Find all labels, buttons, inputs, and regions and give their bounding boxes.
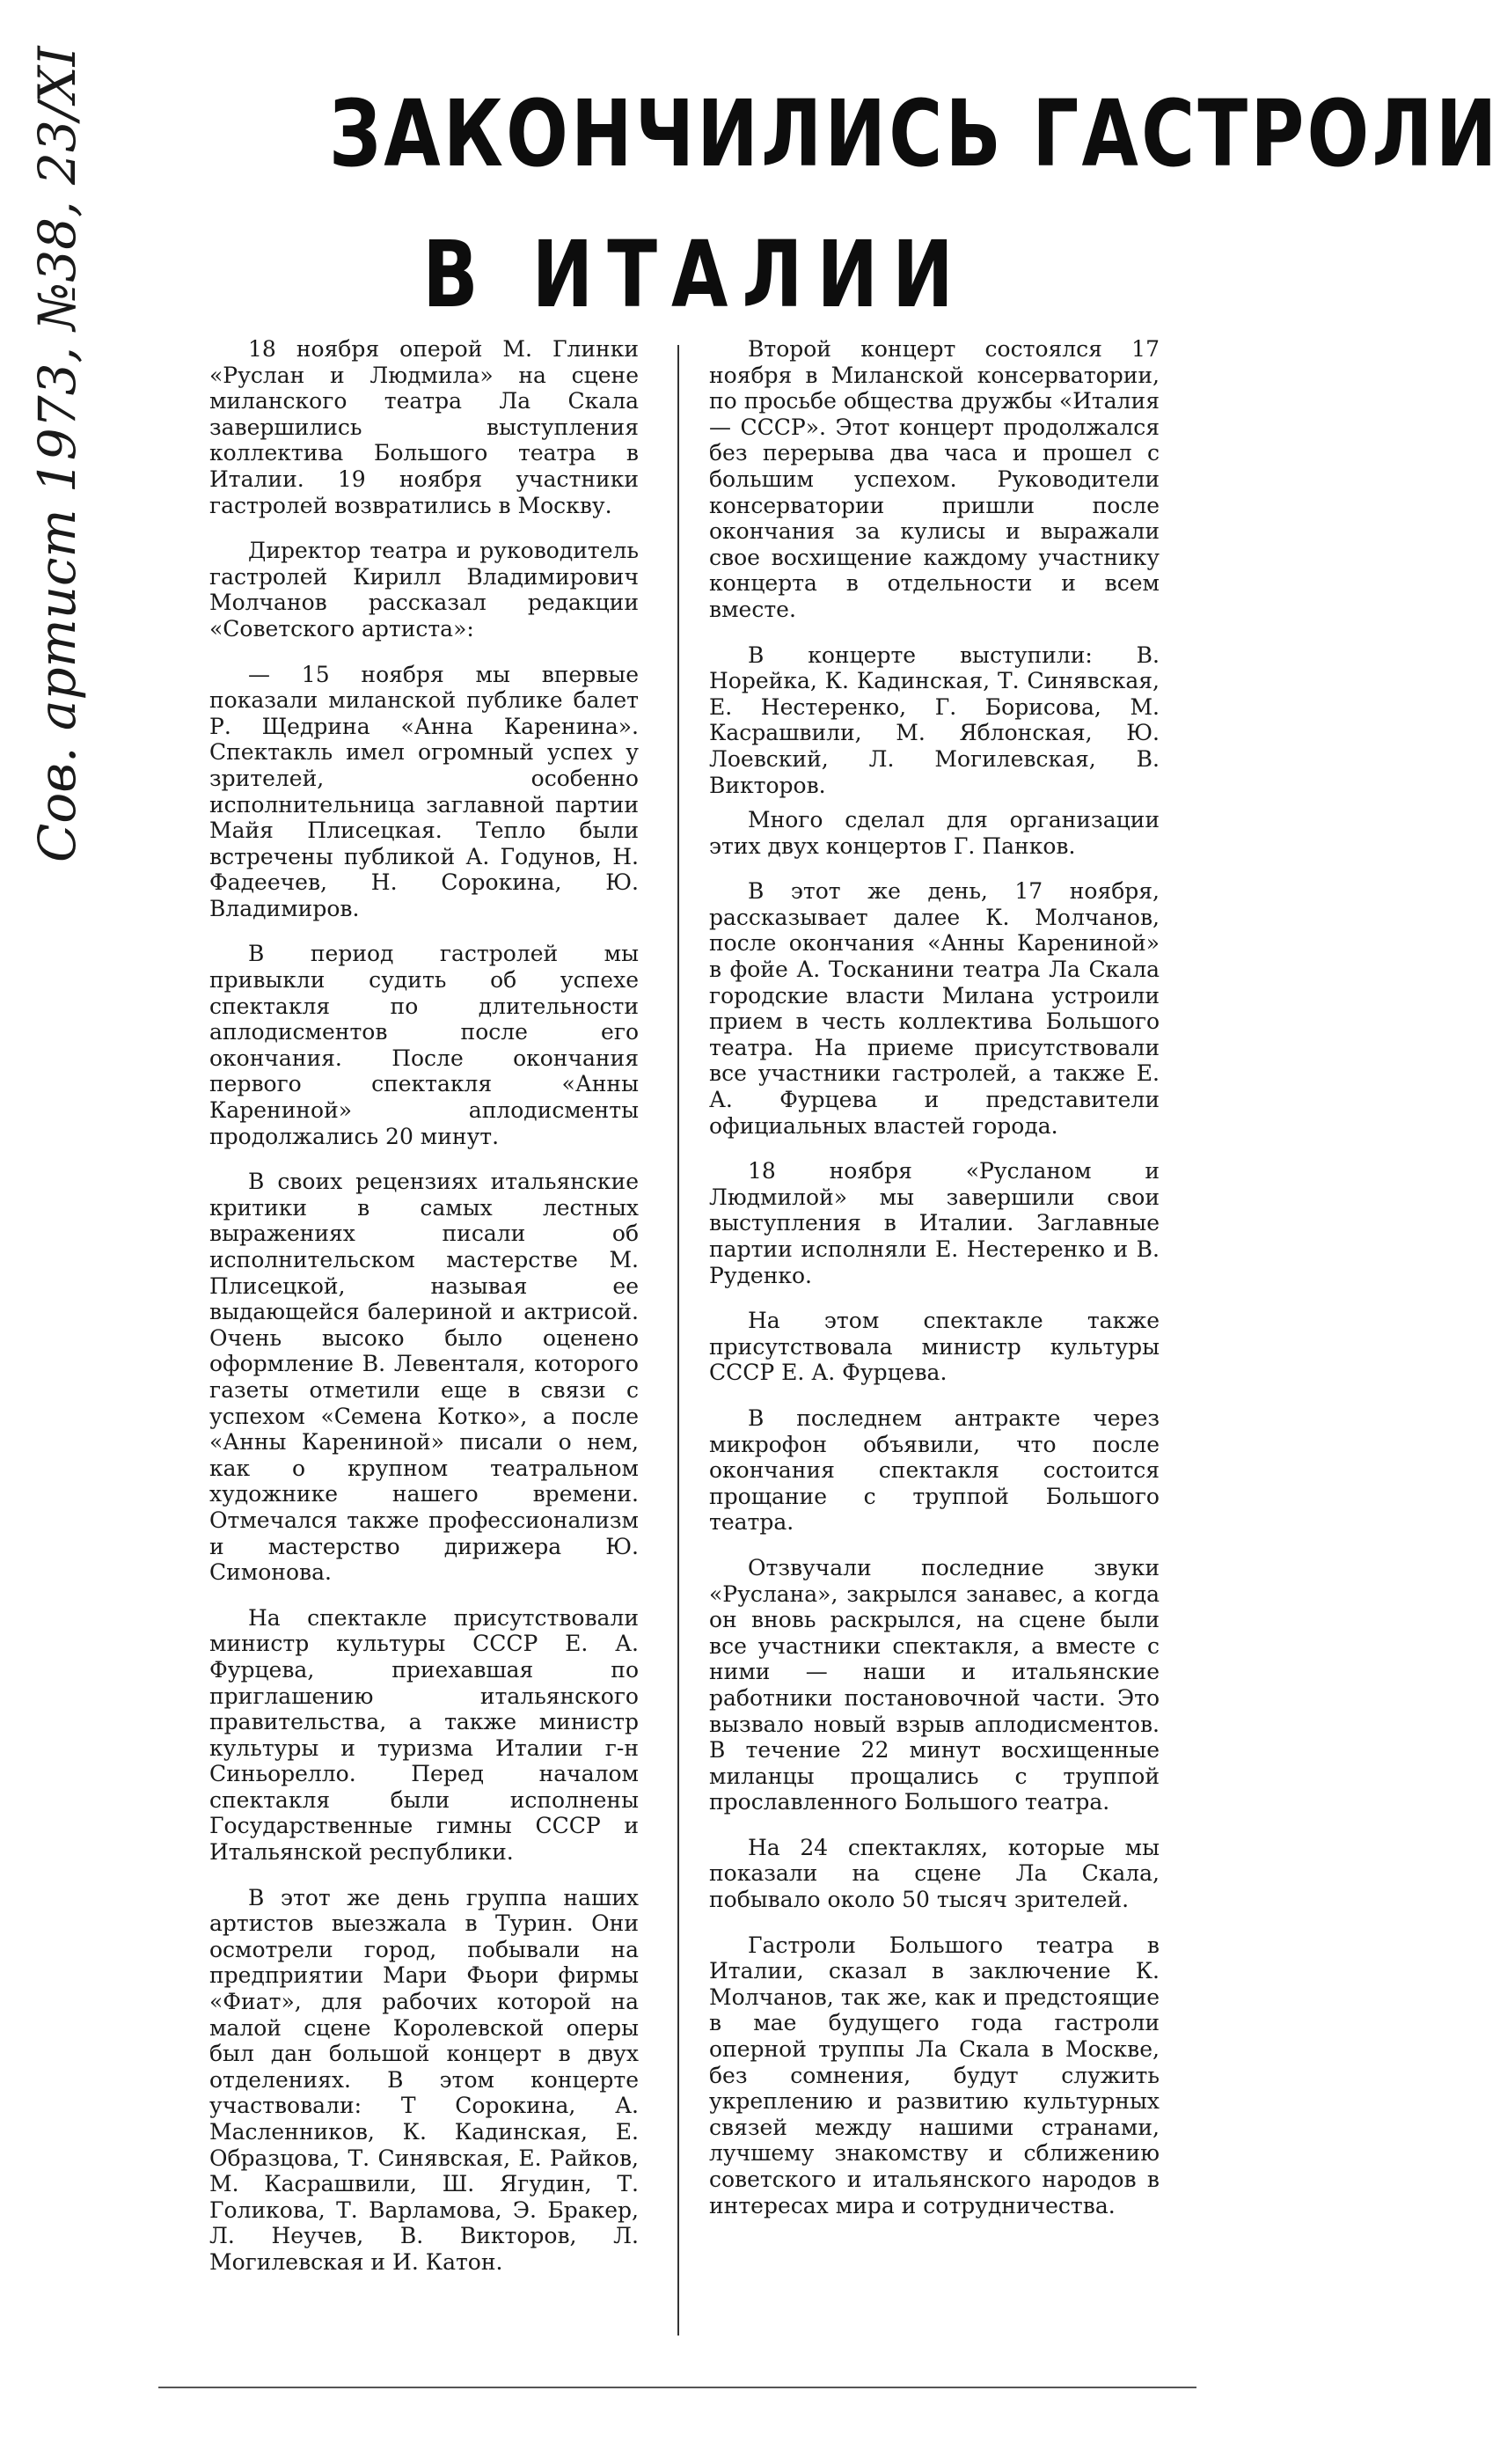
paragraph: 18 ноября оперой М. Глинки «Руслан и Людмила» на сцене миланского театра Ла Скала завершились выступления коллектива Большого театра в Италии. 19 ноября участники гастролей возвратились в Москву. — [209, 336, 639, 518]
paragraph: На 24 спектаклях, которые мы показали на сцене Ла Скала, побывало около 50 тысяч зрителей. — [709, 1834, 1160, 1913]
paragraph: В своих рецензиях итальянские критики в самых лестных выражениях писали об исполнительском мастерстве М. Плисецкой, называя ее выдающейся балериной и актрисой. Очень высоко было оценено оформление В. Левенталя, которого газеты отметили еще в связи с успехом «Семена Котко», а после «Анны Карениной» писали о нем, как о крупном театральном художнике нашего времени. Отмечался также профессионализм и мастерство дирижера Ю. Симонова. — [209, 1169, 639, 1586]
column-divider — [677, 345, 679, 2336]
paragraph: В последнем антракте через микрофон объявили, что после окончания спектакля состоится прощание с труппой Большого театра. — [709, 1404, 1160, 1536]
paragraph: На спектакле присутствовали министр культуры СССР Е. А. Фурцева, приехавшая по приглашению итальянского правительства, а также министр культуры и туризма Италии г-н Синьорелло. Перед началом спектакля были исполнены Государственные гимны СССР и Итальянской республики. — [209, 1604, 639, 1866]
headline-line-1: ЗАКОНЧИЛИСЬ ГАСТРОЛИ — [329, 80, 1500, 187]
right-column — [709, 336, 1160, 2238]
paragraph: Второй концерт состоялся 17 ноября в Миланской консерватории, по просьбе общества дружбы «Италия — СССР». Этот концерт продолжался без перерыва два часа и прошел с большим успехом. Руководители консерватории пришли после окончания за кулисы и выражали свое восхищение каждому участнику концерта в отдельности и всем вместе. — [709, 336, 1160, 622]
paragraph: В этот же день группа наших артистов выезжала в Турин. Они осмотрели город, побывали на предприятии Мари Фьори фирмы «Фиат», для рабочих которой на малой сцене Королевской оперы был дан большой концерт в двух отделениях. В этом концерте участвовали: Т Сорокина, А. Масленников, К. Кадинская, Е. Образцова, Т. Синявская, Е. Райков, М. Касрашвили, Ш. Ягудин, Т. Голикова, Т. Варламова, Э. Бракер, Л. Неучев, В. Викторов, Л. Могилевская и И. Катон. — [209, 1884, 639, 2275]
paragraph: В этот же день, 17 ноября, рассказывает далее К. Молчанов, после окончания «Анны Карениной» в фойе А. Тосканини театра Ла Скала городские власти Милана устроили прием в честь коллектива Большого театра. На приеме присутствовали все участники гастролей, а также Е. А. Фурцева и представители официальных властей города. — [709, 878, 1160, 1139]
paragraph: — 15 ноября мы впервые показали миланской публике балет Р. Щедрина «Анна Каренина». Спектакль имел огромный успех у зрителей, особенно исполнительница заглавной партии Майя Плисецкая. Тепло были встречены публикой А. Годунов, Н. Фадеечев, Н. Сорокина, Ю. Владимиров. — [209, 661, 639, 921]
paragraph: В концерте выступили: В. Норейка, К. Кадинская, Т. Синявская, Е. Нестеренко, Г. Борисова, М. Касрашвили, М. Яблонская, Ю. Лоевский, Л. Могилевская, В. Викторов. — [709, 642, 1160, 798]
handwritten-source-note: Сов. артист 1973, №38, 23/XI — [27, 46, 87, 862]
paragraph: Гастроли Большого театра в Италии, сказал в заключение К. Молчанов, так же, как и предстоящие в мае будущего года гастроли оперной труппы Ла Скала в Москве, без сомнения, будут служить укреплению и развитию культурных связей между нашими странами, лучшему знакомству и сближению советского и итальянского народов в интересах мира и сотрудничества. — [709, 1932, 1160, 2218]
paragraph: На этом спектакле также присутствовала министр культуры СССР Е. А. Фурцева. — [709, 1308, 1160, 1386]
bottom-rule — [158, 2387, 1196, 2388]
headline-line-2: В ИТАЛИИ — [422, 221, 968, 328]
paragraph: Много сделал для организации этих двух концертов Г. Панков. — [709, 807, 1160, 859]
left-column — [209, 336, 639, 2295]
paragraph: 18 ноября «Русланом и Людмилой» мы завершили свои выступления в Италии. Заглавные партии исполняли Е. Нестеренко и В. Руденко. — [709, 1158, 1160, 1288]
paragraph: Директор театра и руководитель гастролей Кирилл Владимирович Молчанов рассказал редакции «Советского артиста»: — [209, 538, 639, 642]
paragraph: Отзвучали последние звуки «Руслана», закрылся занавес, а когда он вновь раскрылся, на сцене были все участники спектакля, а вместе с ними — наши и итальянские работники постановочной части. Это вызвало новый взрыв аплодисментов. В течение 22 минут восхищенные миланцы прощались с труппой прославленного Большого театра. — [709, 1554, 1160, 1815]
paragraph: В период гастролей мы привыкли судить об успехе спектакля по длительности аплодисментов после его окончания. После окончания первого спектакля «Анны Карениной» аплодисменты продолжались 20 минут. — [209, 941, 639, 1149]
